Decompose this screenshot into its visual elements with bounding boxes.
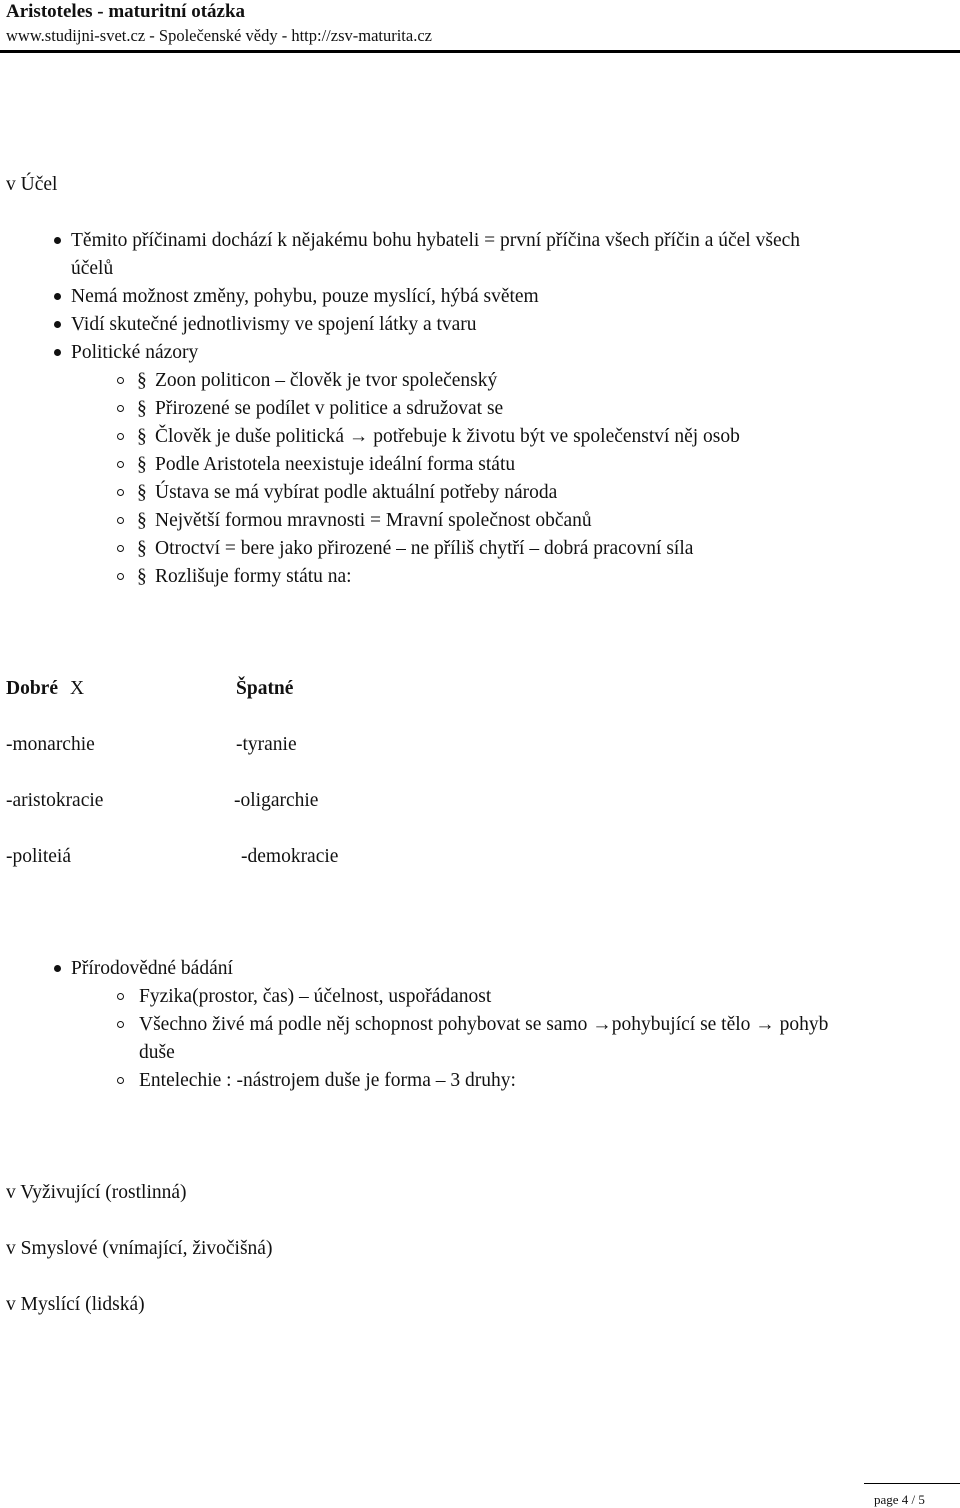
list-item: Přírodovědné bádání bbox=[71, 958, 233, 979]
section-sign-icon: § bbox=[137, 482, 147, 503]
bullet-circle-icon bbox=[117, 573, 124, 580]
section-sign-icon: § bbox=[137, 370, 147, 391]
list-item: Politické názory bbox=[71, 342, 199, 363]
sub-list-item: Fyzika(prostor, čas) – účelnost, uspořádanost bbox=[139, 986, 492, 1007]
bullet-circle-icon bbox=[117, 1077, 124, 1084]
sub-list-item: Zoon politicon – člověk je tvor společenský bbox=[155, 370, 498, 391]
bullet-circle-icon bbox=[117, 461, 124, 468]
section-sign-icon: § bbox=[137, 426, 147, 447]
soul-type-item: v Vyživující (rostlinná) bbox=[6, 1182, 187, 1203]
bullet-disc-icon bbox=[54, 237, 61, 244]
bullet-disc-icon bbox=[54, 293, 61, 300]
section-sign-icon: § bbox=[137, 454, 147, 475]
good-form-item: -monarchie bbox=[6, 734, 95, 755]
forms-bad-heading: Špatné bbox=[236, 678, 294, 699]
bullet-circle-icon bbox=[117, 517, 124, 524]
bullet-disc-icon bbox=[54, 321, 61, 328]
list-item: Vidí skutečné jednotlivismy ve spojení látky a tvaru bbox=[71, 314, 477, 335]
good-form-item: -aristokracie bbox=[6, 790, 104, 811]
sub-list-item-continuation: duše bbox=[139, 1042, 175, 1063]
soul-type-item: v Smyslové (vnímající, živočišná) bbox=[6, 1238, 273, 1259]
sub-list-item: Rozlišuje formy státu na: bbox=[155, 566, 352, 587]
sub-list-item: Největší formou mravnosti = Mravní společnost občanů bbox=[155, 510, 592, 531]
good-form-item: -politeiá bbox=[6, 846, 71, 867]
bullet-circle-icon bbox=[117, 1021, 124, 1028]
section-sign-icon: § bbox=[137, 566, 147, 587]
header-divider bbox=[0, 50, 960, 53]
bullet-circle-icon bbox=[117, 405, 124, 412]
bullet-circle-icon bbox=[117, 433, 124, 440]
sub-list-item: Ústava se má vybírat podle aktuální potřeby národa bbox=[155, 482, 558, 503]
sub-list-item: Přirozené se podílet v politice a sdružovat se bbox=[155, 398, 504, 419]
section-sign-icon: § bbox=[137, 510, 147, 531]
section-sign-icon: § bbox=[137, 538, 147, 559]
bad-form-item: -demokracie bbox=[241, 846, 339, 867]
forms-versus-mark: X bbox=[70, 678, 85, 699]
list-item-continuation: účelů bbox=[71, 258, 114, 279]
sub-list-item: Entelechie : -nástrojem duše je forma – 3 druhy: bbox=[139, 1070, 516, 1091]
section-sign-icon: § bbox=[137, 398, 147, 419]
bullet-circle-icon bbox=[117, 489, 124, 496]
section-heading-ucel: v Účel bbox=[6, 174, 58, 195]
sub-list-item: Otroctví = bere jako přirozené – ne příliš chytří – dobrá pracovní síla bbox=[155, 538, 694, 559]
bad-form-item: -oligarchie bbox=[234, 790, 319, 811]
footer-divider bbox=[864, 1483, 960, 1484]
sub-list-item: Podle Aristotela neexistuje ideální forma státu bbox=[155, 454, 516, 475]
list-item: Nemá možnost změny, pohybu, pouze myslící, hýbá světem bbox=[71, 286, 539, 307]
soul-type-item: v Myslící (lidská) bbox=[6, 1294, 145, 1315]
page-number: page 4 / 5 bbox=[874, 1492, 925, 1507]
bullet-disc-icon bbox=[54, 965, 61, 972]
bullet-circle-icon bbox=[117, 545, 124, 552]
bullet-circle-icon bbox=[117, 377, 124, 384]
bad-form-item: -tyranie bbox=[236, 734, 297, 755]
sub-list-item: Všechno živé má podle něj schopnost pohybovat se samo →pohybující se tělo → pohyb bbox=[139, 1014, 829, 1035]
list-item: Těmito příčinami dochází k nějakému bohu hybateli = první příčina všech příčin a účel všech bbox=[71, 230, 801, 251]
bullet-disc-icon bbox=[54, 349, 61, 356]
bullet-circle-icon bbox=[117, 993, 124, 1000]
sub-list-item: Člověk je duše politická → potřebuje k životu být ve společenství něj osob bbox=[155, 426, 740, 447]
forms-good-heading: Dobré bbox=[6, 678, 58, 699]
document-source-line: www.studijni-svet.cz - Společenské vědy - http://zsv-maturita.cz bbox=[6, 26, 432, 45]
document-title: Aristoteles - maturitní otázka bbox=[6, 1, 246, 22]
